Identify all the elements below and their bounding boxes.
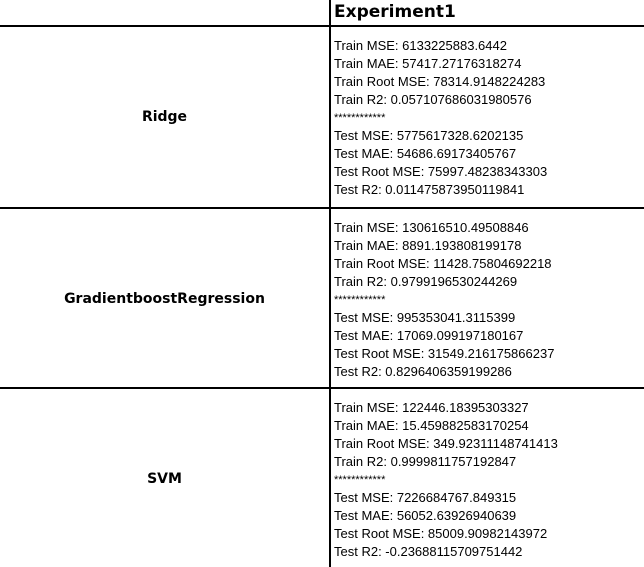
train-r2: Train R2: 0.9999811757192847 <box>334 454 517 469</box>
metrics-svm <box>334 399 639 561</box>
train-mse: Train MSE: 122446.18395303327 <box>334 400 529 415</box>
train-rmse: Train Root MSE: 11428.75804692218 <box>334 256 552 271</box>
separator: ************ <box>334 294 386 306</box>
test-mse: Test MSE: 7226684767.849315 <box>334 490 517 505</box>
metrics-gradientboost <box>334 219 639 381</box>
test-r2: Test R2: -0.23688115709751442 <box>334 544 523 559</box>
test-r2: Test R2: 0.011475873950119841 <box>334 182 525 197</box>
train-r2: Train R2: 0.057107686031980576 <box>334 92 532 107</box>
train-mae: Train MAE: 8891.193808199178 <box>334 238 522 253</box>
separator: ************ <box>334 474 386 486</box>
row-divider <box>0 387 644 389</box>
train-rmse: Train Root MSE: 78314.9148224283 <box>334 74 546 89</box>
row-divider <box>0 25 644 27</box>
row-divider <box>0 207 644 209</box>
train-rmse: Train Root MSE: 349.92311148741413 <box>334 436 558 451</box>
test-rmse: Test Root MSE: 85009.90982143972 <box>334 526 548 541</box>
model-name-ridge: Ridge <box>141 109 188 125</box>
test-mse: Test MSE: 995353041.3115399 <box>334 310 516 325</box>
experiment-header: Experiment1 <box>334 2 456 22</box>
train-mae: Train MAE: 15.459882583170254 <box>334 418 529 433</box>
model-name-svm: SVM <box>147 471 182 487</box>
column-divider <box>329 0 331 567</box>
train-mae: Train MAE: 57417.27176318274 <box>334 56 522 71</box>
test-rmse: Test Root MSE: 75997.48238343303 <box>334 164 548 179</box>
test-mae: Test MAE: 17069.099197180167 <box>334 328 524 343</box>
test-mae: Test MAE: 56052.63926940639 <box>334 508 517 523</box>
train-mse: Train MSE: 130616510.49508846 <box>334 220 529 235</box>
separator: ************ <box>334 112 386 124</box>
test-rmse: Test Root MSE: 31549.216175866237 <box>334 346 555 361</box>
train-mse: Train MSE: 6133225883.6442 <box>334 38 507 53</box>
model-name-gradientboost: GradientboostRegression <box>64 291 265 307</box>
test-mse: Test MSE: 5775617328.6202135 <box>334 128 524 143</box>
test-r2: Test R2: 0.8296406359199286 <box>334 364 512 379</box>
metrics-ridge <box>334 37 639 199</box>
train-r2: Train R2: 0.9799196530244269 <box>334 274 518 289</box>
test-mae: Test MAE: 54686.69173405767 <box>334 146 517 161</box>
